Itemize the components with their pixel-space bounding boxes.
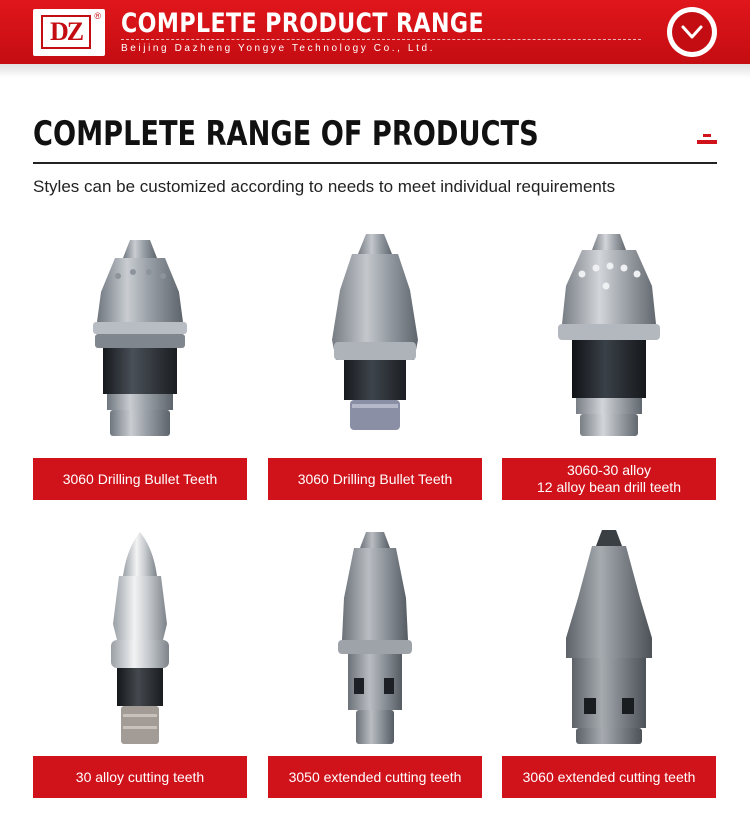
scroll-down-button[interactable] [667, 7, 717, 57]
banner-divider [121, 39, 641, 40]
product-label-line1: 30 alloy cutting teeth [75, 768, 205, 785]
banner-title: COMPLETE PRODUCT RANGE [121, 8, 485, 39]
section-description: Styles can be customized according to needs to meet individual requirements [33, 177, 616, 196]
product-image [33, 528, 247, 748]
logo-letters: DZ [41, 15, 91, 49]
company-name: Beijing Dazheng Yongye Technology Co., Ltd. [121, 43, 435, 54]
product-label [502, 458, 716, 500]
company-logo[interactable] [33, 9, 105, 56]
product-label-line1: 3060 extended cutting teeth [522, 768, 696, 785]
header-shadow [0, 64, 750, 78]
product-image [33, 230, 247, 442]
product-label [502, 756, 716, 798]
product-label [268, 458, 482, 500]
product-label [268, 756, 482, 798]
registered-mark: ® [94, 11, 101, 21]
product-card[interactable] [33, 528, 247, 798]
product-label [33, 756, 247, 798]
product-label-line1: 3060 Drilling Bullet Teeth [62, 470, 218, 487]
product-card[interactable] [502, 230, 716, 500]
section-divider [33, 162, 717, 164]
product-card[interactable] [33, 230, 247, 500]
product-card[interactable] [268, 230, 482, 500]
chevron-down-icon [672, 12, 712, 52]
product-label-line1: 3060-30 alloy [566, 462, 652, 478]
product-card[interactable] [268, 528, 482, 798]
section-title: COMPLETE RANGE OF PRODUCTS [33, 114, 539, 154]
product-image [268, 230, 482, 442]
product-label-line1: 3060 Drilling Bullet Teeth [297, 470, 453, 487]
product-card[interactable] [502, 528, 716, 798]
product-image [502, 230, 716, 442]
product-label [33, 458, 247, 500]
product-image [502, 528, 716, 748]
product-label-line2: 12 alloy bean drill teeth [537, 479, 681, 495]
product-label-line1: 3050 extended cutting teeth [288, 768, 462, 785]
section-accent-icon [697, 134, 717, 146]
product-image [268, 528, 482, 748]
